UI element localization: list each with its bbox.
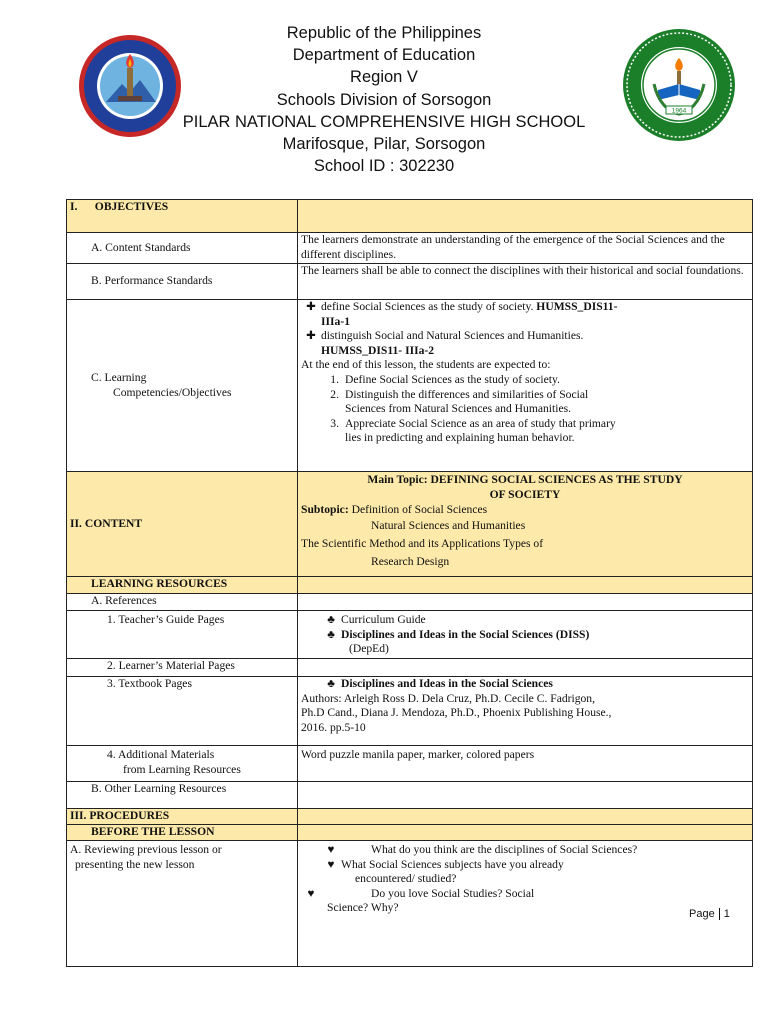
club-bullet-icon: ♣ xyxy=(327,677,335,690)
page-footer xyxy=(689,908,730,920)
review-question-text: What do you think are the disciplines of Social Sciences? xyxy=(371,843,638,856)
content-heading: II. CONTENT xyxy=(67,472,298,577)
subtopic xyxy=(301,503,749,518)
performance-standards-text: The learners shall be able to connect the disciplines with their historical and social foundations. xyxy=(298,264,753,300)
competency-item-1 xyxy=(301,300,749,329)
teachers-guide-cell xyxy=(298,611,753,659)
club-bullet-icon: ♣ xyxy=(327,613,335,626)
learners-material-label: 2. Learner’s Material Pages xyxy=(67,659,298,677)
teachers-guide-item: Disciplines and Ideas in the Social Sciences (DISS) xyxy=(341,627,590,641)
pin-bullet-icon: ✚ xyxy=(306,329,316,343)
review-questions-cell xyxy=(298,841,753,967)
competencies-label-line2: Competencies/Objectives xyxy=(113,385,232,399)
objective-text: Define Social Sciences as the study of society. xyxy=(345,372,560,386)
textbook-authors-cont: Ph.D Cand., Diana J. Mendoza, Ph.D., Phoenix Publishing House., xyxy=(301,706,612,720)
heart-bullet-icon: ♥ xyxy=(307,886,315,900)
learners-material-blank xyxy=(298,659,753,677)
objectives-heading-blank xyxy=(298,200,753,233)
other-resources-blank xyxy=(298,782,753,809)
performance-standards-label: B. Performance Standards xyxy=(67,264,298,300)
teachers-guide-item-2 xyxy=(301,628,749,643)
letterhead-line-division: Schools Division of Sorsogon xyxy=(276,90,492,109)
textbook-label: 3. Textbook Pages xyxy=(67,677,298,746)
review-lesson-label-line2: presenting the new lesson xyxy=(75,857,195,871)
main-topic-text: DEFINING SOCIAL SCIENCES AS THE STUDY xyxy=(430,473,683,486)
textbook-authors: Authors: Arleigh Ross D. Dela Cruz, Ph.D. Cecile C. Fadrigon, xyxy=(301,691,596,705)
additional-materials-text: Word puzzle manila paper, marker, colored papers xyxy=(298,746,753,782)
letterhead-line-school-id: School ID : 302230 xyxy=(313,157,455,176)
procedures-heading: III. PROCEDURES xyxy=(67,809,298,825)
page-number: 1 xyxy=(723,908,730,920)
letterhead-line-address: Marifosque, Pilar, Sorsogon xyxy=(282,135,486,154)
additional-materials-label xyxy=(67,746,298,782)
content-standards-text: The learners demonstrate an understanding of the emergence of the Social Sciences and the different disciplines. xyxy=(298,233,753,264)
objective-text-cont: lies in predicting and explaining human behavior. xyxy=(345,431,575,445)
competency-1-text: define Social Sciences as the study of society. xyxy=(321,300,537,313)
additional-materials-label-line1: 4. Additional Materials xyxy=(107,748,215,761)
content-cell xyxy=(298,472,753,577)
main-topic-text-cont: OF SOCIETY xyxy=(489,487,561,501)
subtopic-item: Natural Sciences and Humanities xyxy=(371,518,526,532)
letterhead-line-department: Department of Education xyxy=(292,46,476,65)
references-label: A. References xyxy=(67,594,298,611)
teachers-guide-item-note: (DepEd) xyxy=(349,642,389,656)
teachers-guide-item-1 xyxy=(301,613,749,628)
textbook-pages: 2016. pp.5-10 xyxy=(301,720,366,734)
competency-2-text: distinguish Social and Natural Sciences and Humanities. xyxy=(321,329,584,343)
objective-3 xyxy=(301,417,749,446)
objective-number: 2. xyxy=(330,387,339,401)
objective-2 xyxy=(301,388,749,417)
learning-resources-heading: LEARNING RESOURCES xyxy=(67,577,298,594)
review-question-text-cont: encountered/ studied? xyxy=(355,872,457,886)
textbook-cell xyxy=(298,677,753,746)
seal-year: 1964 xyxy=(671,107,687,115)
competency-2-code: HUMSS_DIS11- IIIa-2 xyxy=(321,343,435,357)
competencies-label-line1: C. Learning xyxy=(91,370,147,384)
before-the-lesson-heading: BEFORE THE LESSON xyxy=(67,825,298,841)
review-question-2 xyxy=(301,858,749,873)
main-topic-label: Main Topic: xyxy=(367,473,431,486)
heart-bullet-icon: ♥ xyxy=(327,857,335,871)
objective-text-cont: Sciences from Natural Sciences and Humanities. xyxy=(345,402,572,416)
learning-resources-blank xyxy=(298,577,753,594)
objective-number: 3. xyxy=(330,416,339,430)
heart-bullet-icon: ♥ xyxy=(327,843,335,856)
objective-text: Distinguish the differences and similarities of Social xyxy=(345,387,589,401)
textbook-title-row xyxy=(301,677,749,692)
subtopic-item: Research Design xyxy=(371,554,450,568)
competency-1-code: HUMSS_DIS11- xyxy=(536,300,618,313)
review-lesson-label xyxy=(67,841,298,967)
objective-text: Appreciate Social Science as an area of study that primary xyxy=(345,416,616,430)
objective-number: 1. xyxy=(330,372,339,386)
competency-item-2 xyxy=(301,329,749,358)
review-lesson-label-line1: A. Reviewing previous lesson or xyxy=(70,843,222,856)
textbook-title: Disciplines and Ideas in the Social Sciences xyxy=(341,677,553,690)
letterhead-line-school: PILAR NATIONAL COMPREHENSIVE HIGH SCHOOL xyxy=(182,112,586,131)
review-question-1 xyxy=(301,843,749,858)
competencies-cell xyxy=(298,300,753,472)
subtopic-item: The Scientific Method and its Applications Types of xyxy=(301,537,544,551)
other-resources-label: B. Other Learning Resources xyxy=(67,782,298,809)
review-question-3 xyxy=(301,887,749,902)
main-topic xyxy=(301,473,749,502)
teachers-guide-label: 1. Teacher’s Guide Pages xyxy=(67,611,298,659)
page-label: Page xyxy=(689,908,715,920)
teachers-guide-item: Curriculum Guide xyxy=(341,613,426,626)
competency-1-code-b: IIIa-1 xyxy=(321,314,350,328)
pin-bullet-icon: ✚ xyxy=(306,300,316,313)
references-blank xyxy=(298,594,753,611)
objectives-intro: At the end of this lesson, the students are expected to: xyxy=(301,358,551,372)
subtopic-item: Definition of Social Sciences xyxy=(351,503,488,517)
review-question-text: Do you love Social Studies? Social xyxy=(371,886,535,900)
letterhead-line-republic: Republic of the Philippines xyxy=(286,24,482,42)
review-question-text: What Social Sciences subjects have you already xyxy=(341,857,564,871)
letterhead xyxy=(0,22,768,177)
subtopic-label: Subtopic: xyxy=(301,503,352,517)
competencies-label xyxy=(67,300,298,472)
additional-materials-label-line2: from Learning Resources xyxy=(123,762,241,776)
review-question-text-cont: Science? Why? xyxy=(327,901,399,915)
letterhead-line-region: Region V xyxy=(350,68,418,87)
lesson-plan-table xyxy=(66,199,753,967)
content-standards-label: A. Content Standards xyxy=(67,233,298,264)
club-bullet-icon: ♣ xyxy=(327,627,335,641)
objective-1 xyxy=(301,373,749,388)
procedures-heading-blank xyxy=(298,809,753,825)
before-the-lesson-blank xyxy=(298,825,753,841)
objectives-heading: I. OBJECTIVES xyxy=(67,200,298,233)
